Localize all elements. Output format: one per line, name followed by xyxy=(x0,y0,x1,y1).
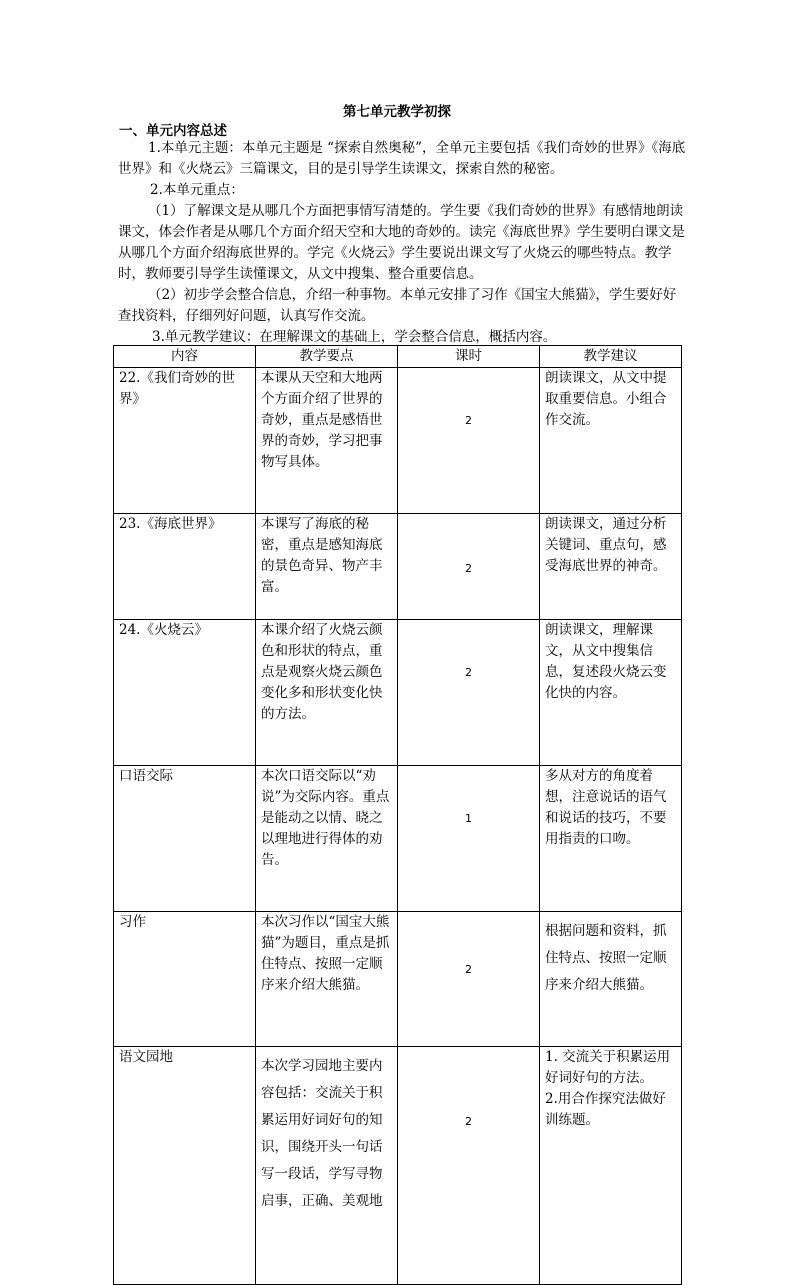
cell-content: 习作 xyxy=(114,912,256,1047)
cell-content: 24.《火烧云》 xyxy=(114,620,256,766)
cell-hours: 2 xyxy=(398,368,540,514)
cell-points: 本次口语交际以“劝说”为交际内容。重点是能动之以情、晓之以理地进行得体的劝告。 xyxy=(256,766,398,912)
table-row xyxy=(114,912,682,1047)
teaching-plan-table xyxy=(113,345,682,1285)
cell-hours: 1 xyxy=(398,766,540,912)
table-row xyxy=(114,514,682,620)
section-heading: 一、单元内容总述 xyxy=(119,123,227,139)
header-hours: 课时 xyxy=(398,346,540,368)
paragraph-theme: 1.本单元主题：本单元主题是 “探索自然奥秘”，全单元主要包括《我们奇妙的世界》《海底世界》和《火烧云》三篇课文，目的是引导学生读课文，探索自然的秘密。 xyxy=(118,140,686,177)
table-row xyxy=(114,766,682,912)
cell-advice: 朗读课文，通过分析关键词、重点句，感受海底世界的神奇。 xyxy=(540,514,682,620)
cell-advice: 多从对方的角度着想，注意说话的语气和说话的技巧，不要用指责的口吻。 xyxy=(540,766,682,912)
table-row xyxy=(114,620,682,766)
cell-advice: 根据问题和资料，抓住特点、按照一定顺序来介绍大熊猫。 xyxy=(540,912,682,1047)
paragraph-focus-2: （2）初步学会整合信息，介绍一种事物。本单元安排了习作《国宝大熊猫》，学生要好好查找资料，仔细列好问题，认真写作交流。 xyxy=(118,287,677,324)
header-content: 内容 xyxy=(114,346,256,368)
header-advice: 教学建议 xyxy=(540,346,682,368)
cell-advice: 1. 交流关于积累运用好词好句的方法。 2.用合作探究法做好训练题。 xyxy=(540,1047,682,1285)
cell-hours: 2 xyxy=(398,1047,540,1285)
cell-points: 本课介绍了火烧云颜色和形状的特点，重点是观察火烧云颜色变化多和形状变化快的方法。 xyxy=(256,620,398,766)
cell-points: 本次习作以“国宝大熊猫”为题目，重点是抓住特点、按照一定顺序来介绍大熊猫。 xyxy=(256,912,398,1047)
paragraph-suggestion: 3.单元教学建议：在理解课文的基础上，学会整合信息，概括内容。 xyxy=(152,329,557,345)
cell-content: 23.《海底世界》 xyxy=(114,514,256,620)
cell-points: 本次学习园地主要内容包括：交流关于积累运用好词好句的知识，围绕开头一句话写一段话，学写寻物启事，正确、美观地 xyxy=(256,1047,398,1285)
table-row xyxy=(114,1047,682,1285)
table-header-row xyxy=(114,346,682,368)
cell-hours: 2 xyxy=(398,620,540,766)
cell-advice: 朗读课文，从文中提取重要信息。小组合作交流。 xyxy=(540,368,682,514)
cell-points: 本课写了海底的秘密，重点是感知海底的景色奇异、物产丰富。 xyxy=(256,514,398,620)
table-row xyxy=(114,368,682,514)
paragraph-focus-1: （1）了解课文是从哪几个方面把事情写清楚的。学生要《我们奇妙的世界》有感情地朗读课文，体会作者是从哪几个方面介绍天空和大地的奇妙的。读完《海底世界》学生要明白课文是从哪几个方面介绍海底世界的。学完《火烧云》学生要说出课文写了火烧云的哪些特点。教学时，教师要引导学生读懂课文，从文中搜集、整合重要信息。 xyxy=(118,203,685,282)
cell-content: 22.《我们奇妙的世界》 xyxy=(114,368,256,514)
cell-points: 本课从天空和大地两个方面介绍了世界的奇妙，重点是感悟世界的奇妙，学习把事物写具体。 xyxy=(256,368,398,514)
header-points: 教学要点 xyxy=(256,346,398,368)
cell-hours: 2 xyxy=(398,912,540,1047)
cell-advice: 朗读课文，理解课文，从文中搜集信息，复述段火烧云变化快的内容。 xyxy=(540,620,682,766)
page-title: 第七单元教学初探 xyxy=(343,104,451,120)
cell-content: 口语交际 xyxy=(114,766,256,912)
paragraph-focus-heading: 2.本单元重点： xyxy=(150,182,244,198)
cell-hours: 2 xyxy=(398,514,540,620)
cell-content: 语文园地 xyxy=(114,1047,256,1285)
